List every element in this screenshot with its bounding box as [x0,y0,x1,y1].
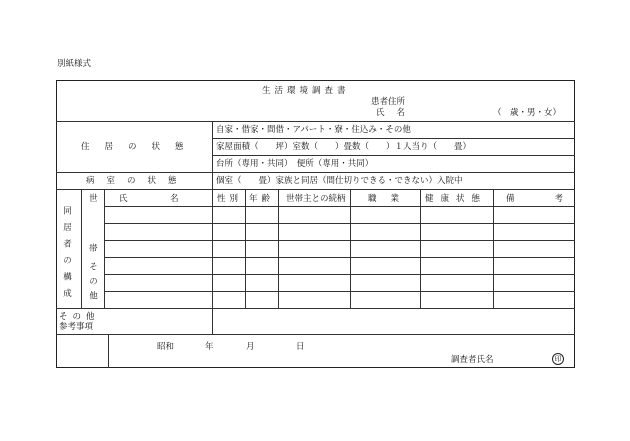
age-sex-field[interactable]: （ 歳・男・女） [493,108,562,118]
room-label: 病室の状態 [86,176,189,186]
date-year[interactable]: 年 [205,342,214,352]
col-divider [104,189,105,308]
col-divider [81,189,82,308]
household-sublabel-top: 世 [89,194,98,204]
col-divider [420,189,421,308]
room-field[interactable]: 個室（ 畳）家族と同居（間仕切りできる・できない）入院中 [216,176,463,186]
col-header-relation: 世帯主との続柄 [286,194,346,204]
row-divider [56,308,575,309]
row-divider [56,172,575,173]
other-notes-label-2: 参考事項 [59,322,94,332]
col-divider [278,189,279,308]
row-divider [104,206,575,207]
col-divider [212,121,213,334]
household-sublabel-bottom: その他 [87,262,98,306]
col-divider [245,189,246,308]
col-header-occupation: 職業 [368,194,414,204]
row-divider [56,334,575,335]
date-era: 昭和 [157,342,175,352]
col-header-sex: 性別 [217,194,243,204]
row-divider [212,155,575,156]
col-header-remarks: 備考 [506,194,604,204]
patient-name-label: 氏名 [376,108,418,118]
col-header-health: 健康状態 [425,194,488,204]
col-divider [350,189,351,308]
floor-area-field[interactable]: 家屋面積（ 坪）室数（ ）畳数（ ）１人当り（ 畳） [216,142,472,152]
household-side-label: 同居者の構成 [61,206,72,305]
row-divider [56,189,575,190]
row-divider [104,240,575,241]
row-divider [212,138,575,139]
date-month[interactable]: 月 [246,342,255,352]
form-label: 別紙様式 [57,59,92,69]
housing-label: 住居の状態 [81,142,199,152]
form-title: 生活環境調査書 [262,86,350,96]
col-header-name: 氏 名 [119,194,179,204]
patient-address-label: 患者住所 [371,97,406,107]
housing-type-options[interactable]: 自家・借家・間借・アパート・寮・住込み・その他 [216,125,411,135]
investigator-label: 調査者氏名 [451,355,494,365]
other-notes-label-1: その他 [59,312,100,322]
date-day[interactable]: 日 [296,342,305,352]
row-divider [104,223,575,224]
household-sublabel-mid: 帯 [89,244,98,254]
col-divider [493,189,494,308]
col-header-age: 年齢 [249,194,275,204]
seal-icon: 印 [552,353,564,365]
row-divider [56,121,575,122]
row-divider [104,274,575,275]
survey-form-frame [56,80,575,368]
row-divider [104,257,575,258]
kitchen-toilet-field[interactable]: 台所（専用・共同） 便所（専用・共同） [216,159,374,169]
col-divider [108,334,109,368]
row-divider [104,291,575,292]
